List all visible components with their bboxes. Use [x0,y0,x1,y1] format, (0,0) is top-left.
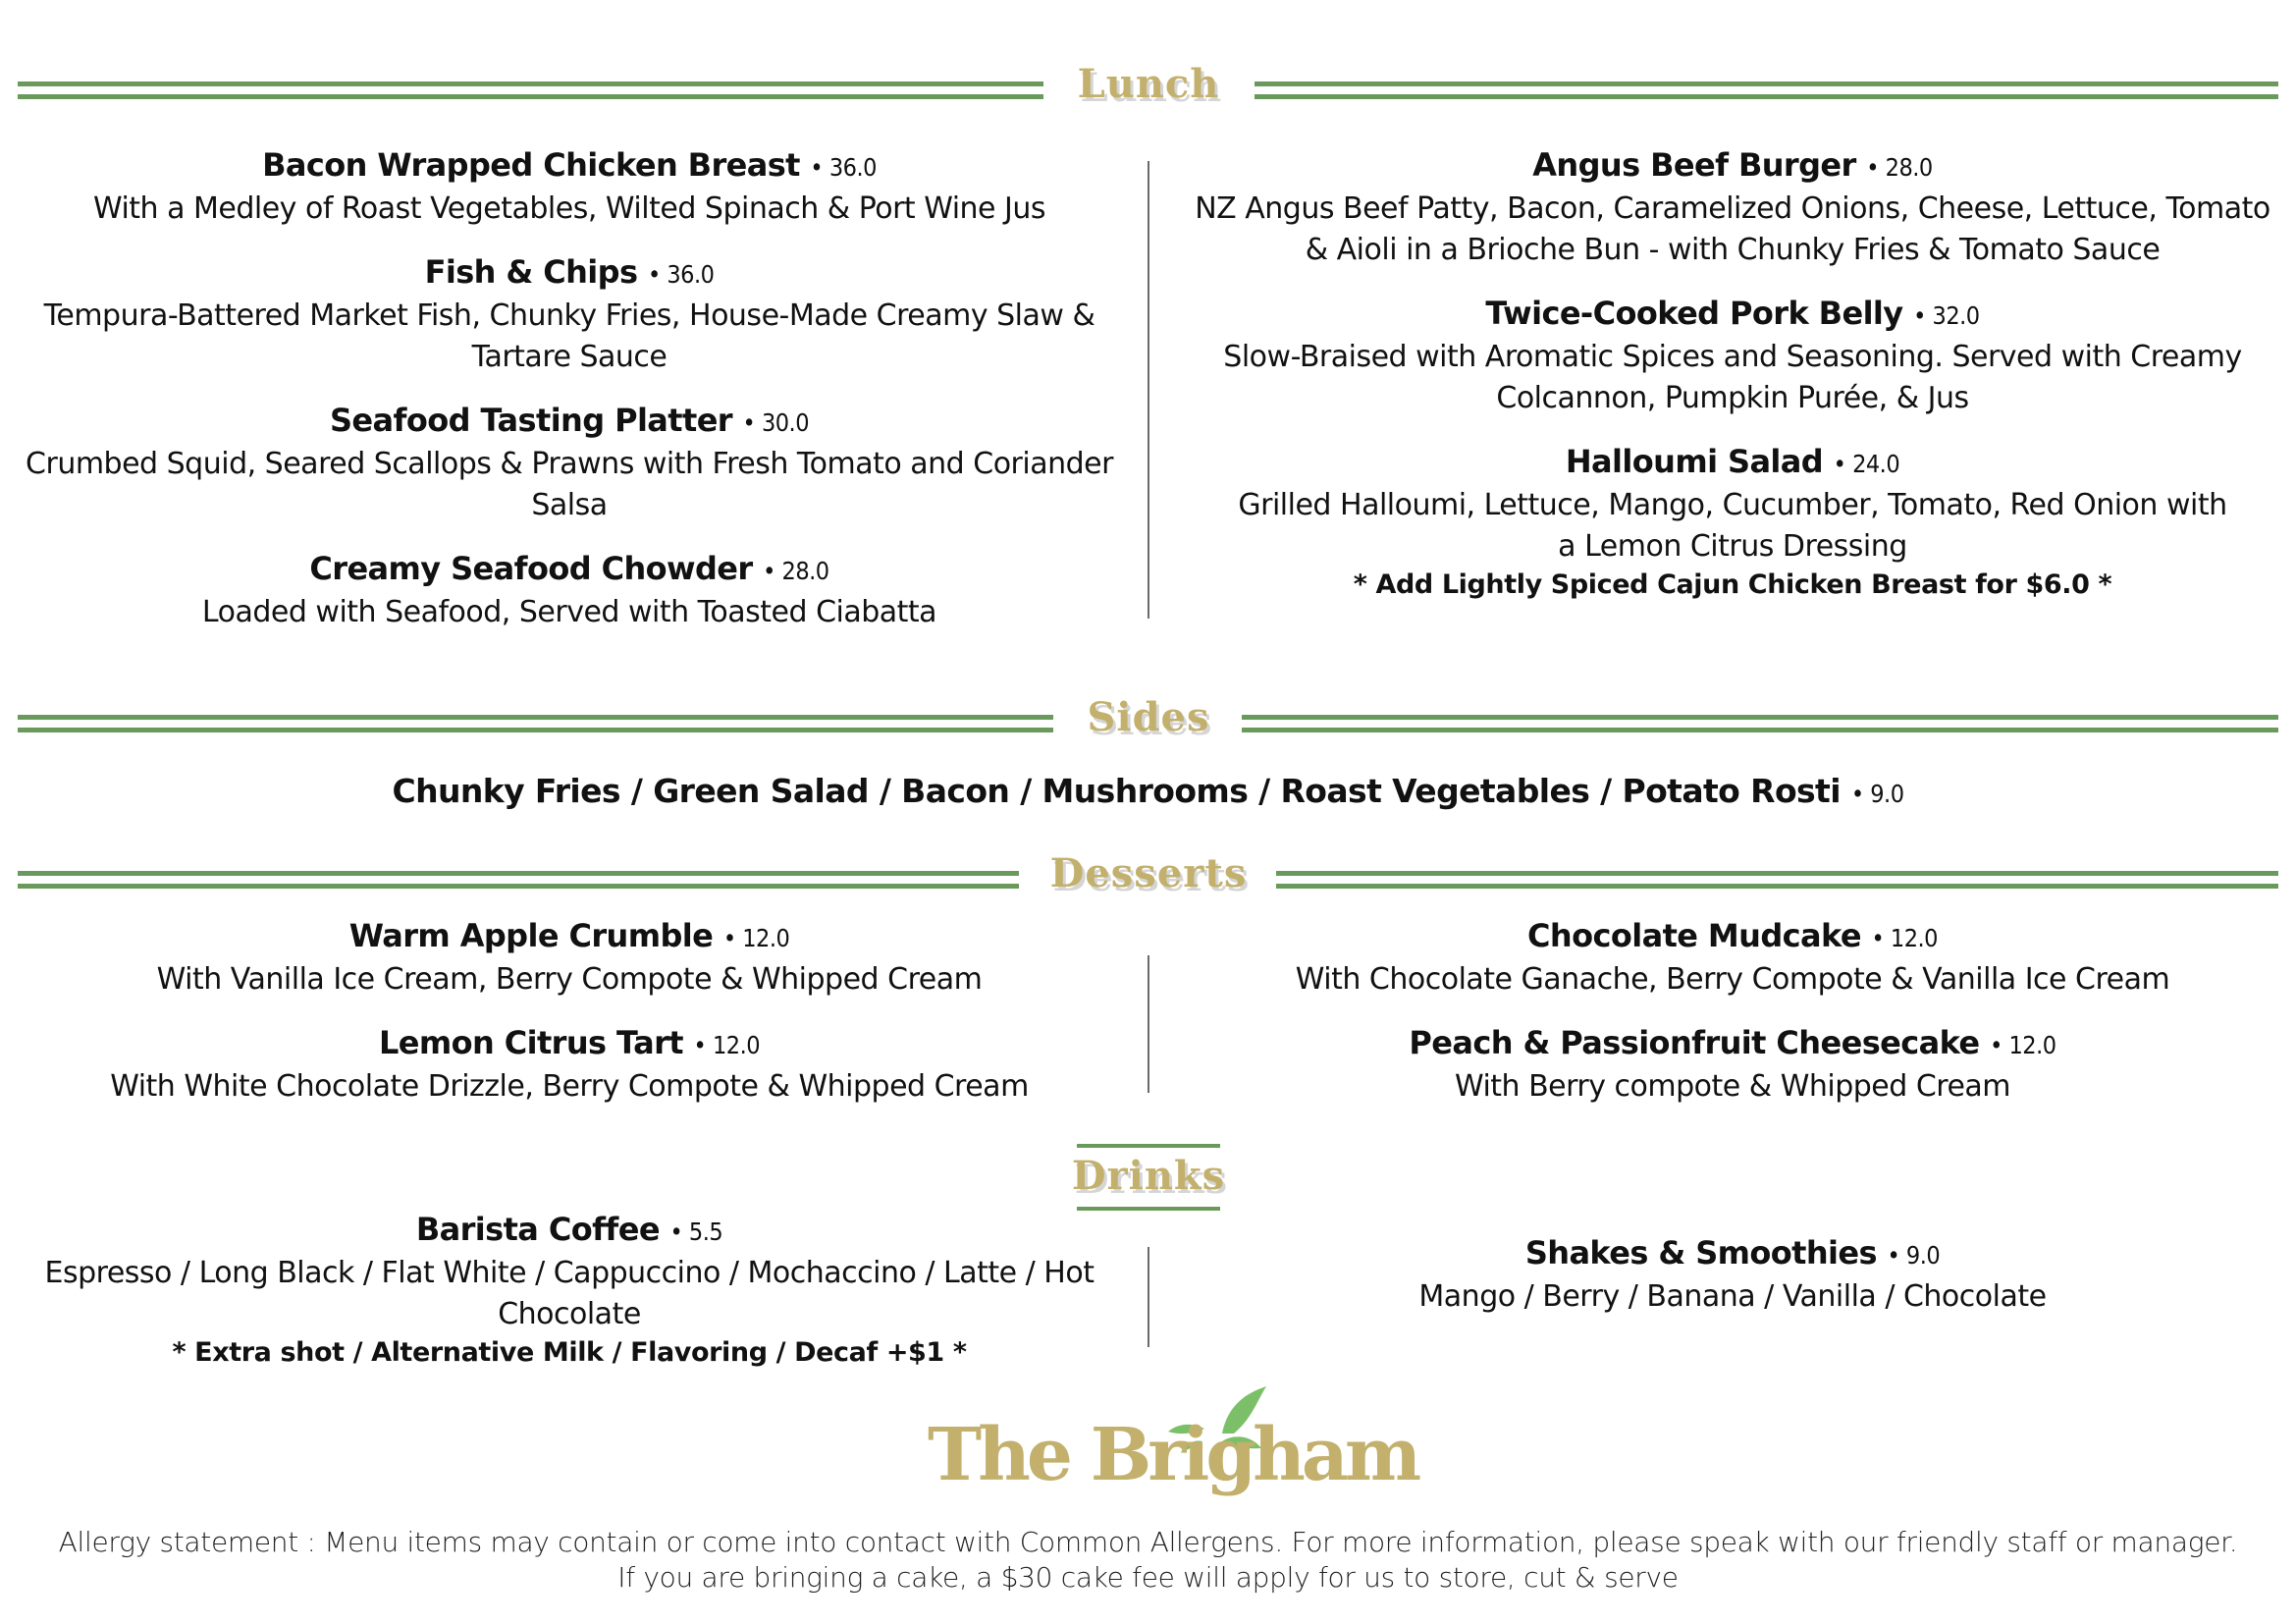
item-name: Warm Apple Crumble [348,917,723,954]
item-description: Tempura-Battered Market Fish, Chunky Fries, House-Made Creamy Slaw & Tartare Sauce [43,298,1095,374]
item-name: Barista Coffee [415,1211,660,1248]
item-note: * Add Lightly Spiced Cajun Chicken Breast for $6.0 * [1353,569,2112,600]
sides-items: Chunky Fries / Green Salad / Bacon / Mushrooms / Roast Vegetables / Potato Rosti [392,772,1841,810]
item-price: • 12.0 [693,1031,761,1059]
logo-text: The Brigham [928,1413,1418,1497]
desserts-right-column [1188,915,2277,1129]
item-description: Grilled Halloumi, Lettuce, Mango, Cucumber, Tomato, Red Onion with a Lemon Citrus Dressing [1238,488,2227,564]
menu-item [1188,1232,2277,1318]
item-name: Angus Beef Burger [1532,146,1856,184]
item-price: • 12.0 [1990,1031,2056,1059]
drinks-left-column [20,1209,1119,1392]
item-name: Shakes & Smoothies [1524,1234,1877,1272]
column-divider [1148,1247,1149,1347]
item-name: Lemon Citrus Tart [378,1024,683,1061]
menu-item [20,400,1119,526]
item-price: • 24.0 [1833,450,1900,478]
divider-rule [18,81,1043,105]
column-divider [1148,161,1149,619]
item-price: • 30.0 [742,408,810,437]
divider-rule [1276,871,2278,894]
desserts-left-column [20,915,1119,1129]
item-description: Espresso / Long Black / Flat White / Cappuccino / Mochaccino / Latte / Hot Chocolate [44,1256,1095,1331]
item-name: Seafood Tasting Platter [329,402,732,439]
item-name: Creamy Seafood Chowder [309,550,753,587]
brand-logo [928,1375,1418,1497]
item-name: Halloumi Salad [1565,443,1824,480]
item-price: • 12.0 [722,924,790,952]
item-description: With Berry compote & Whipped Cream [1454,1069,2011,1104]
divider-rule [1242,715,2278,738]
item-description: Mango / Berry / Banana / Vanilla / Chocolate [1418,1279,2047,1314]
menu-item [1188,293,2277,419]
menu-item [1188,1022,2277,1108]
lunch-left-column [20,144,1119,655]
divider-rule [1077,1144,1220,1148]
section-title-desserts: Desserts [1049,850,1248,896]
menu-item [1188,915,2277,1001]
item-description: Loaded with Seafood, Served with Toasted Ciabatta [201,595,937,629]
item-name: Chocolate Mudcake [1527,917,1861,954]
menu-item [20,915,1119,1001]
menu-item [1188,441,2277,603]
section-title-sides: Sides [1087,694,1210,740]
menu-item [20,1209,1119,1371]
item-price: • 28.0 [763,557,829,585]
item-price: • 9.0 [1887,1241,1941,1270]
menu-item [20,1022,1119,1108]
drinks-right-column [1188,1232,2277,1339]
column-divider [1148,955,1149,1093]
item-name: Fish & Chips [424,253,638,291]
item-note: * Extra shot / Alternative Milk / Flavoring / Decaf +$1 * [172,1337,967,1368]
item-name: Twice-Cooked Pork Belly [1485,295,1903,332]
item-price: • 12.0 [1871,924,1938,952]
item-price: • 32.0 [1913,301,1980,330]
section-title-drinks: Drinks [1071,1153,1226,1199]
item-name: Bacon Wrapped Chicken Breast [262,146,800,184]
sides-list [0,772,2296,810]
item-price: • 36.0 [647,260,715,289]
item-description: With White Chocolate Drizzle, Berry Compote & Whipped Cream [110,1069,1029,1104]
divider-rule [1255,81,2278,105]
item-description: NZ Angus Beef Patty, Bacon, Caramelized Onions, Cheese, Lettuce, Tomato & Aioli in a Brioche Bun - with Chunky Fries & Tomato Sauce [1195,191,2270,267]
item-description: Crumbed Squid, Seared Scallops & Prawns with Fresh Tomato and Coriander Salsa [26,447,1113,522]
menu-item [20,144,1119,230]
lunch-right-column [1188,144,2277,624]
item-description: With a Medley of Roast Vegetables, Wilted Spinach & Port Wine Jus [92,191,1046,226]
allergy-statement: Allergy statement : Menu items may contain or come into contact with Common Allergens. For more information, please speak with our friendly staff or manager. [58,1526,2238,1558]
menu-item [20,548,1119,633]
item-price: • 5.5 [669,1218,723,1246]
item-price: • 28.0 [1866,153,1933,182]
sides-price: • 9.0 [1850,780,1904,808]
item-description: With Vanilla Ice Cream, Berry Compote & Whipped Cream [156,962,983,997]
item-description: With Chocolate Ganache, Berry Compote & Vanilla Ice Cream [1295,962,2170,997]
item-name: Peach & Passionfruit Cheesecake [1409,1024,1991,1061]
section-title-lunch: Lunch [1077,61,1220,107]
divider-rule [18,871,1019,894]
footer-notice [0,1525,2296,1596]
cake-fee-notice: If you are bringing a cake, a $30 cake fee will apply for us to store, cut & serve [617,1561,1679,1594]
divider-rule [18,715,1053,738]
menu-item [20,251,1119,378]
menu-item [1188,144,2277,271]
item-description: Slow-Braised with Aromatic Spices and Seasoning. Served with Creamy Colcannon, Pumpkin Purée, & Jus [1223,340,2242,415]
item-price: • 36.0 [810,153,877,182]
